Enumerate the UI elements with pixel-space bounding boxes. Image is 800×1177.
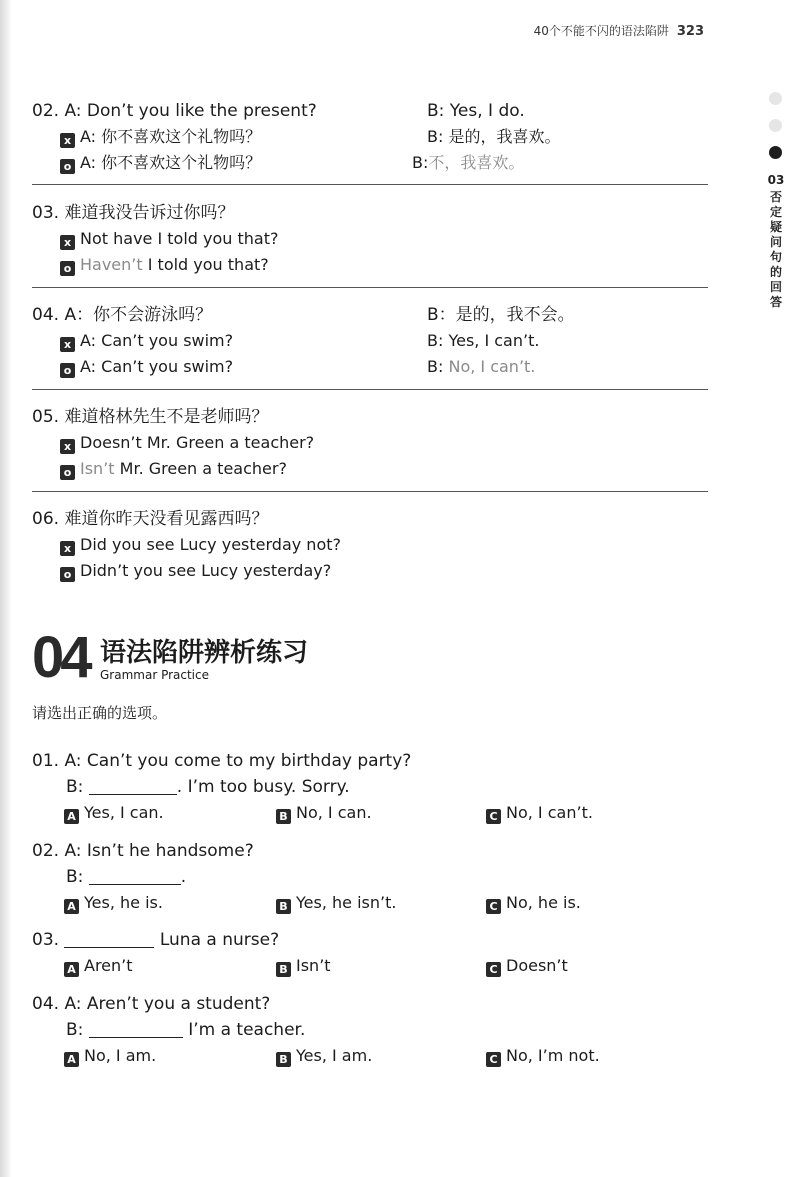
wrong-mark-icon: x bbox=[60, 133, 75, 148]
answer-blank[interactable] bbox=[64, 931, 154, 948]
option-b-icon: B bbox=[276, 899, 291, 914]
chapter-char: 答 bbox=[769, 295, 782, 309]
correct-line-b: No, I can’t. bbox=[448, 357, 536, 376]
question: 04. A：你不会游泳吗？ bbox=[32, 305, 213, 325]
example-item-04 bbox=[32, 302, 708, 380]
chapter-char: 问 bbox=[769, 235, 782, 249]
page-header bbox=[534, 22, 704, 39]
example-item-03 bbox=[32, 200, 708, 278]
option-a-text: No, I am. bbox=[84, 1046, 157, 1065]
chapter-char: 的 bbox=[769, 265, 782, 279]
divider bbox=[32, 389, 708, 390]
option-c[interactable] bbox=[486, 890, 581, 916]
option-c-text: No, I can’t. bbox=[506, 803, 593, 822]
option-c[interactable] bbox=[486, 800, 593, 826]
wrong-line-a: A: Can’t you swim? bbox=[80, 331, 234, 350]
chapter-char: 回 bbox=[769, 280, 782, 294]
chapter-dot-icon bbox=[769, 92, 782, 105]
option-c-icon: C bbox=[486, 899, 501, 914]
option-b-text: No, I can. bbox=[296, 803, 372, 822]
option-b[interactable] bbox=[276, 800, 372, 826]
answer-suffix: . bbox=[180, 867, 187, 887]
divider bbox=[32, 184, 708, 185]
exercise-03 bbox=[32, 927, 708, 979]
chapter-char: 定 bbox=[769, 205, 782, 219]
page-number: 323 bbox=[676, 24, 704, 39]
exercise-01 bbox=[32, 748, 708, 826]
chapter-char: 疑 bbox=[769, 220, 782, 234]
correct-mark-icon: o bbox=[60, 567, 75, 582]
question-answer: B: Yes, I do. bbox=[427, 101, 525, 121]
option-c-text: Doesn’t bbox=[506, 956, 568, 975]
answer-suffix: I’m a teacher. bbox=[188, 1020, 306, 1040]
correct-line-a: A: Can’t you swim? bbox=[80, 357, 234, 376]
option-b[interactable] bbox=[276, 953, 331, 979]
option-c-icon: C bbox=[486, 962, 501, 977]
wrong-sentence: Did you see Lucy yesterday not? bbox=[80, 535, 341, 554]
option-a[interactable] bbox=[64, 1043, 156, 1069]
question: 03. 难道我没告诉过你吗？ bbox=[32, 203, 235, 223]
option-a-icon: A bbox=[64, 962, 79, 977]
option-a-text: Yes, he is. bbox=[84, 893, 163, 912]
option-a-icon: A bbox=[64, 1052, 79, 1067]
option-b-icon: B bbox=[276, 809, 291, 824]
page-binding-shadow bbox=[0, 0, 12, 1177]
exercise-question: 01. A: Can’t you come to my birthday party? bbox=[32, 751, 412, 771]
chapter-char: 句 bbox=[769, 250, 782, 264]
option-a-icon: A bbox=[64, 899, 79, 914]
chapter-dot-active-icon bbox=[769, 146, 782, 159]
wrong-mark-icon: x bbox=[60, 541, 75, 556]
exercise-04 bbox=[32, 991, 708, 1069]
exercise-question: 02. A: Isn’t he handsome? bbox=[32, 841, 254, 861]
option-b[interactable] bbox=[276, 890, 396, 916]
option-c[interactable] bbox=[486, 1043, 600, 1069]
section-subtitle: Grammar Practice bbox=[100, 668, 209, 682]
question: 06. 难道你昨天没看见露西吗？ bbox=[32, 509, 269, 529]
question: 02. A: Don’t you like the present? bbox=[32, 101, 317, 121]
correct-sentence: I told you that? bbox=[142, 255, 269, 274]
option-a-text: Aren’t bbox=[84, 956, 133, 975]
correct-line-b: 不，我喜欢。 bbox=[428, 153, 525, 172]
question: 05. 难道格林先生不是老师吗？ bbox=[32, 407, 269, 427]
exercise-question: 04. A: Aren’t you a student? bbox=[32, 994, 271, 1014]
option-c[interactable] bbox=[486, 953, 568, 979]
wrong-sentence: Not have I told you that? bbox=[80, 229, 279, 248]
wrong-mark-icon: x bbox=[60, 337, 75, 352]
section-title: 语法陷阱辨析练习 bbox=[100, 638, 309, 668]
option-b-text: Yes, he isn’t. bbox=[296, 893, 397, 912]
options bbox=[32, 800, 708, 826]
option-b-icon: B bbox=[276, 962, 291, 977]
option-a-text: Yes, I can. bbox=[84, 803, 164, 822]
chapter-dot-icon bbox=[769, 119, 782, 132]
options bbox=[32, 953, 708, 979]
option-c-icon: C bbox=[486, 1052, 501, 1067]
example-item-06 bbox=[32, 506, 708, 584]
option-a-icon: A bbox=[64, 809, 79, 824]
wrong-line-a: A: 你不喜欢这个礼物吗？ bbox=[80, 127, 262, 146]
example-item-05 bbox=[32, 404, 708, 482]
wrong-mark-icon: x bbox=[60, 439, 75, 454]
answer-prefix: B: bbox=[66, 867, 84, 887]
answer-prefix: B: bbox=[66, 1020, 84, 1040]
exercise-number: 03. bbox=[32, 930, 60, 950]
option-b-text: Isn’t bbox=[296, 956, 331, 975]
example-item-02 bbox=[32, 98, 708, 176]
divider bbox=[32, 491, 708, 492]
wrong-line-b: B: 是的，我喜欢。 bbox=[427, 127, 561, 146]
correct-mark-icon: o bbox=[60, 465, 75, 480]
exercise-question: Luna a nurse? bbox=[159, 930, 280, 950]
option-a[interactable] bbox=[64, 953, 133, 979]
chapter-label bbox=[762, 173, 790, 310]
divider bbox=[32, 287, 708, 288]
option-c-icon: C bbox=[486, 809, 501, 824]
chapter-char: 否 bbox=[769, 190, 782, 204]
wrong-mark-icon: x bbox=[60, 235, 75, 250]
chapter-number: 03 bbox=[767, 173, 785, 187]
option-a[interactable] bbox=[64, 890, 163, 916]
exercise-02 bbox=[32, 838, 708, 916]
chapter-tab bbox=[762, 92, 792, 310]
correct-highlight: Isn’t bbox=[80, 459, 115, 478]
wrong-sentence: Doesn’t Mr. Green a teacher? bbox=[80, 433, 315, 452]
correct-mark-icon: o bbox=[60, 159, 75, 174]
section-number: 04 bbox=[32, 625, 89, 690]
option-b-icon: B bbox=[276, 1052, 291, 1067]
options bbox=[32, 1043, 708, 1069]
answer-blank[interactable] bbox=[89, 778, 177, 795]
correct-highlight: Haven’t bbox=[80, 255, 143, 274]
header-title: 40个不能不闪的语法陷阱 bbox=[533, 24, 669, 38]
answer-blank[interactable] bbox=[89, 1021, 183, 1038]
option-c-text: No, he is. bbox=[506, 893, 581, 912]
option-a[interactable] bbox=[64, 800, 164, 826]
correct-sentence: Mr. Green a teacher? bbox=[114, 459, 287, 478]
correct-line-a: A: 你不喜欢这个礼物吗？ bbox=[80, 153, 262, 172]
instruction: 请选出正确的选项。 bbox=[32, 704, 168, 722]
answer-blank[interactable] bbox=[89, 868, 181, 885]
correct-mark-icon: o bbox=[60, 363, 75, 378]
question-answer: B：是的，我不会。 bbox=[427, 305, 575, 325]
answer-suffix: . I’m too busy. Sorry. bbox=[176, 777, 350, 797]
option-b-text: Yes, I am. bbox=[296, 1046, 373, 1065]
option-c-text: No, I’m not. bbox=[506, 1046, 600, 1065]
correct-mark-icon: o bbox=[60, 261, 75, 276]
option-b[interactable] bbox=[276, 1043, 372, 1069]
wrong-line-b: B: Yes, I can’t. bbox=[427, 331, 540, 350]
options bbox=[32, 890, 708, 916]
correct-sentence: Didn’t you see Lucy yesterday? bbox=[80, 561, 332, 580]
answer-prefix: B: bbox=[66, 777, 84, 797]
correct-line-b-prefix: B: bbox=[412, 153, 429, 172]
correct-line-b-prefix: B: bbox=[427, 357, 444, 376]
